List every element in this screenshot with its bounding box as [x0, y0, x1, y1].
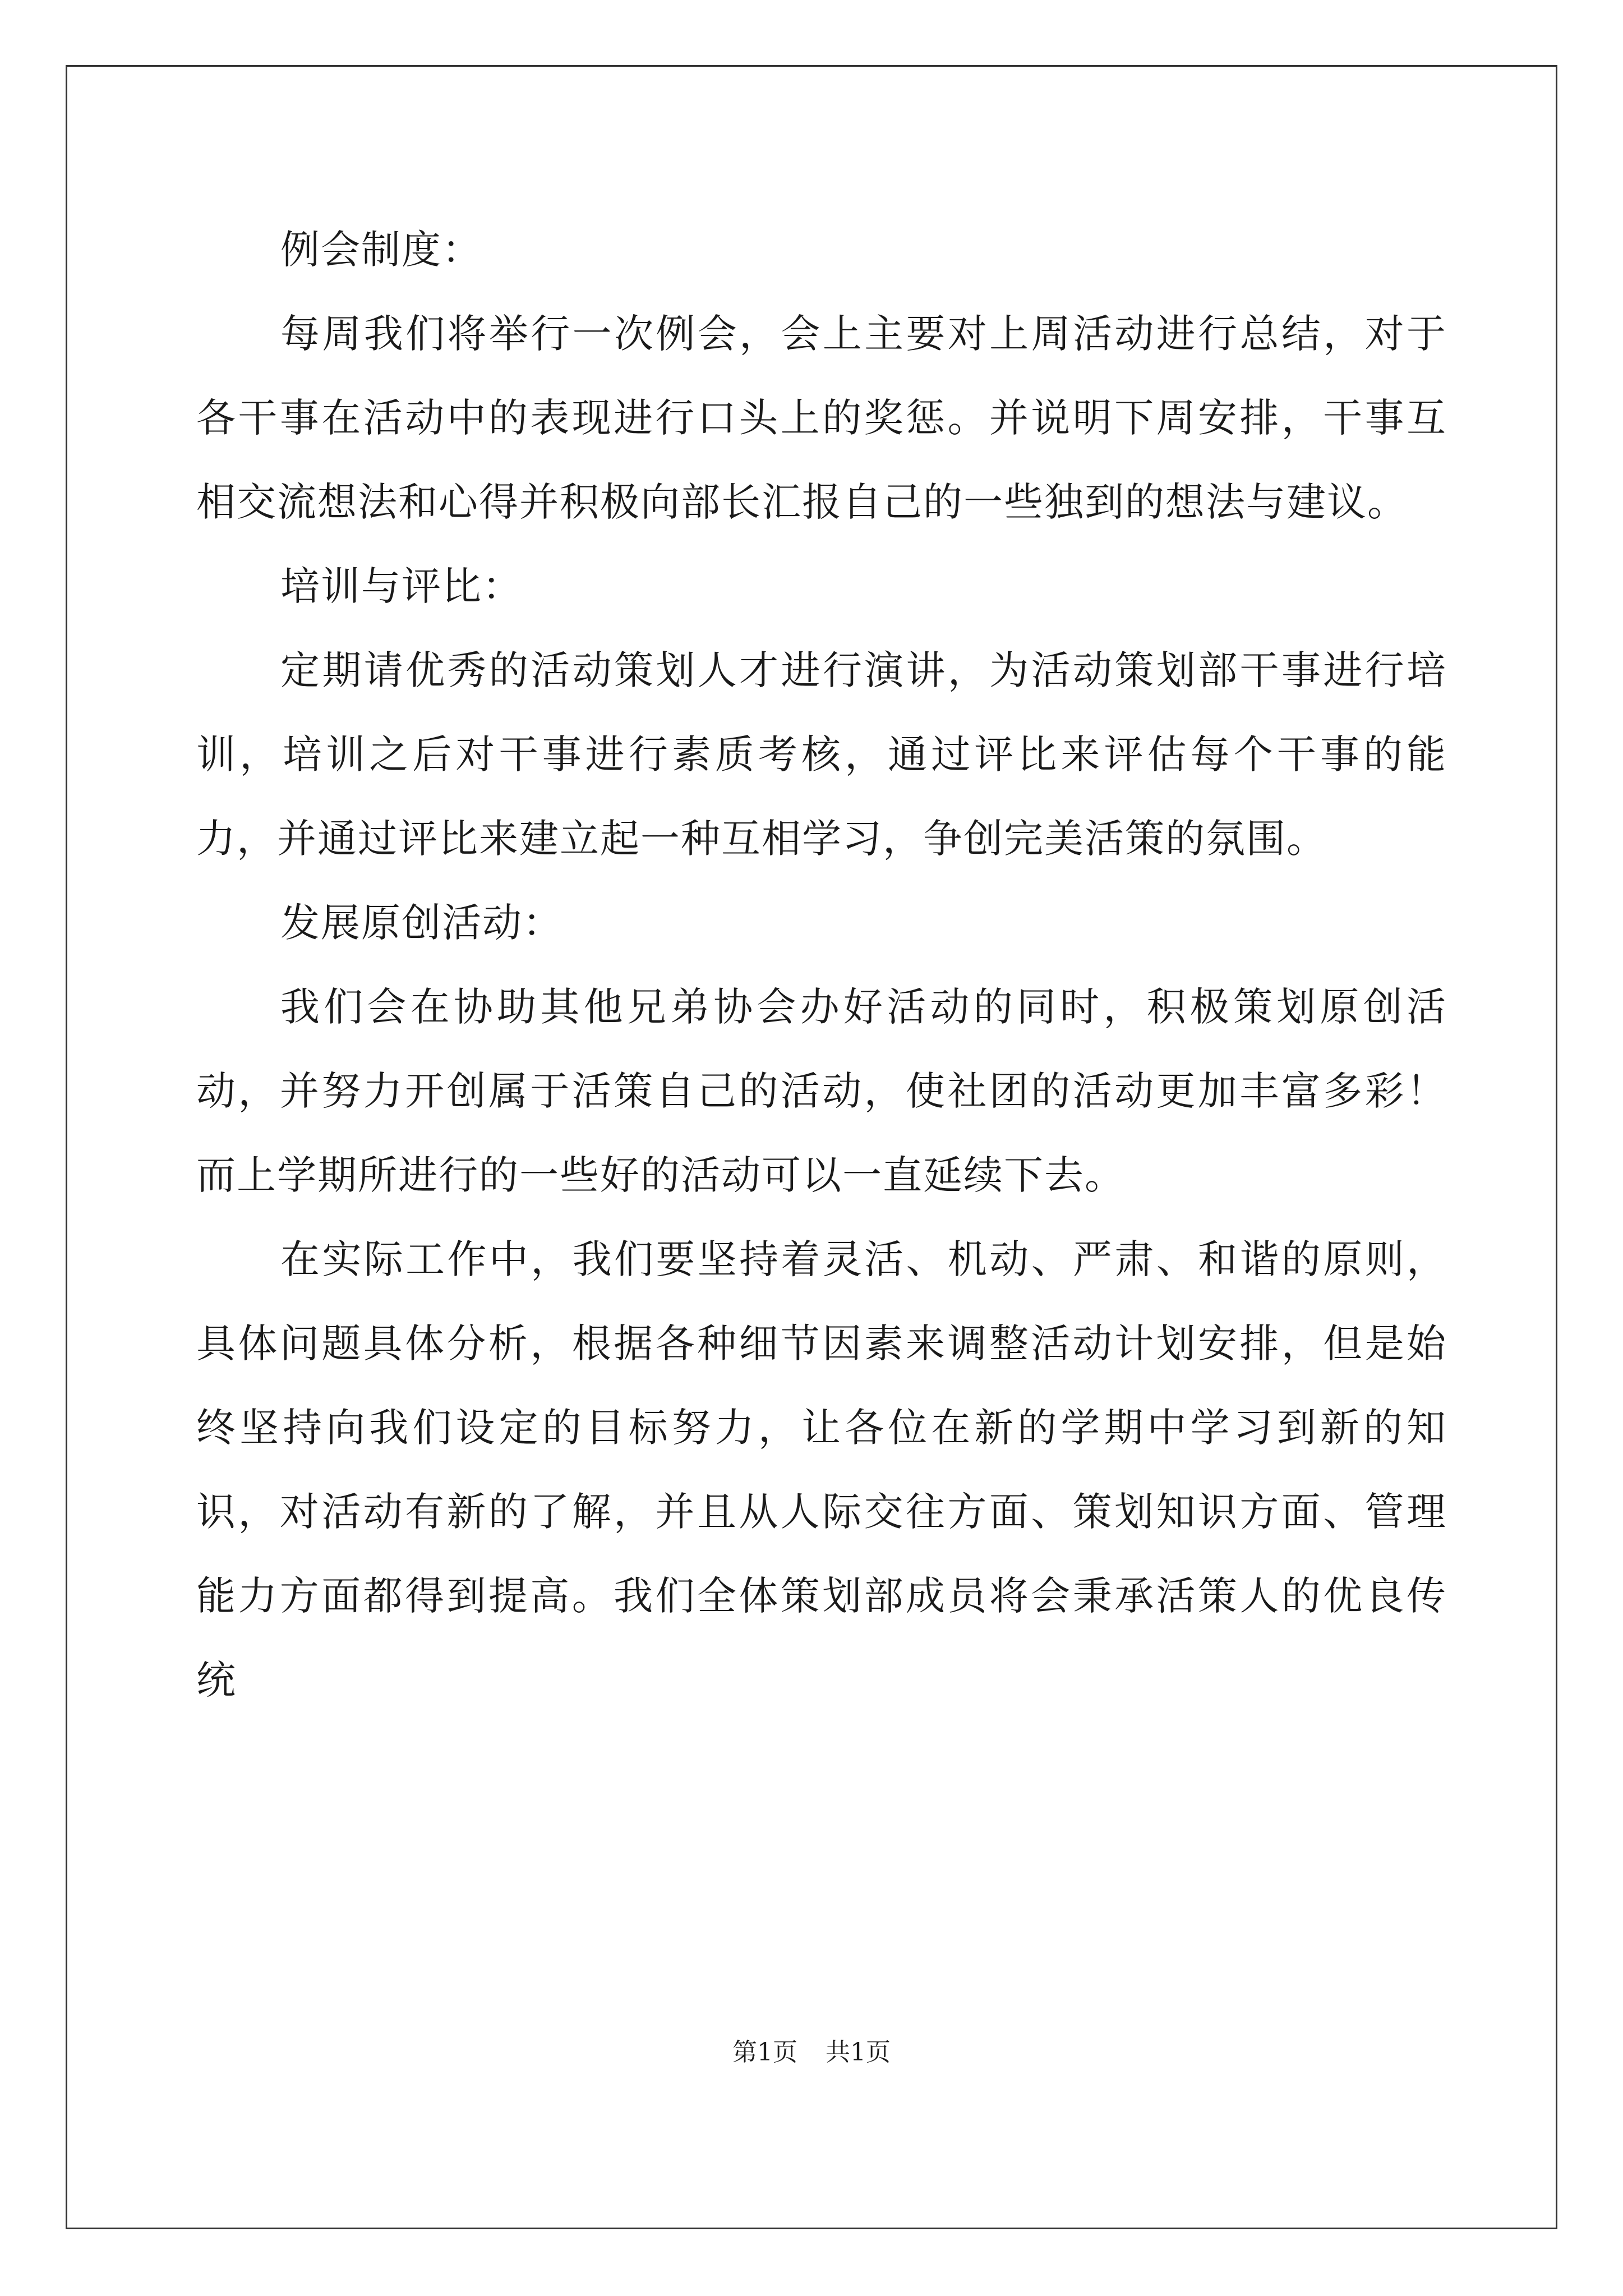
paragraph-regular-meeting: 每周我们将举行一次例会，会上主要对上周活动进行总结，对于各干事在活动中的表现进行口头上的奖惩。并说明下周安排，干事互相交流想法和心得并积极向部长汇报自己的一些独到的想法与建议。: [196, 311, 1447, 525]
page-number-total: 共1页: [826, 2038, 891, 2067]
page-footer: [0, 2032, 1623, 2068]
document-body: [196, 208, 1447, 1722]
paragraph-original-activities: 我们会在协助其他兄弟协会办好活动的同时，积极策划原创活动，并努力开创属于活策自己的活动，使社团的活动更加丰富多彩！而上学期所进行的一些好的活动可以一直延续下去。: [196, 984, 1447, 1198]
paragraph-training: 定期请优秀的活动策划人才进行演讲，为活动策划部干事进行培训，培训之后对干事进行素质考核，通过评比来评估每个干事的能力，并通过评比来建立起一种互相学习，争创完美活策的氛围。: [196, 647, 1447, 862]
heading-training: 培训与评比：: [280, 563, 523, 609]
page-number-current: 第1页: [732, 2038, 797, 2067]
heading-original-activities: 发展原创活动：: [280, 900, 563, 946]
paragraph-practical-work: 在实际工作中，我们要坚持着灵活、机动、严肃、和谐的原则，具体问题具体分析，根据各种细节因素来调整活动计划安排，但是始终坚持向我们设定的目标努力，让各位在新的学期中学习到新的知识，对活动有新的了解，并且从人际交往方面、策划知识方面、管理能力方面都得到提高。我们全体策划部成员将会秉承活策人的优良传统: [196, 1236, 1447, 1703]
heading-regular-meeting: 例会制度：: [280, 227, 482, 273]
